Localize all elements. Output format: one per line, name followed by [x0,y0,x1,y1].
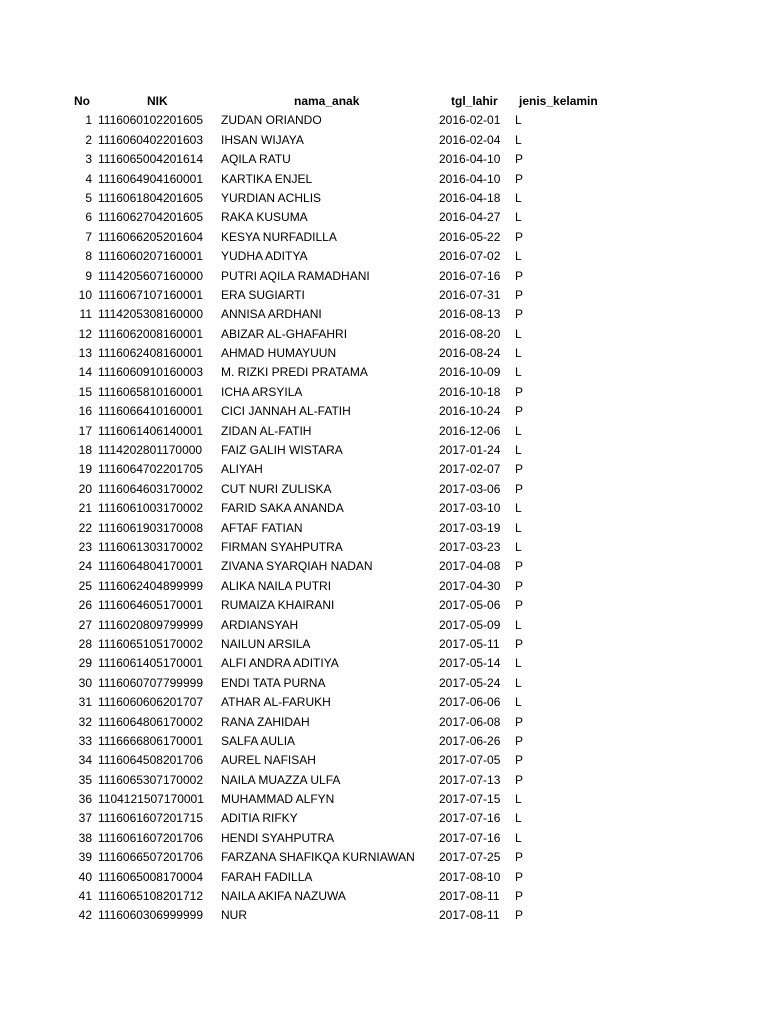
cell-tgl-lahir: 2017-06-26 [439,733,501,748]
cell-nama-anak: RUMAIZA KHAIRANI [221,598,335,613]
cell-nik: 1116064904160001 [98,171,203,186]
table-row [0,674,768,693]
table-row [0,732,768,751]
cell-nama-anak: CUT NURI ZULISKA [221,481,332,496]
cell-nik: 1116064603170002 [98,481,203,496]
table-row [0,170,768,189]
cell-jenis-kelamin: L [515,210,522,225]
table-row [0,111,768,130]
cell-nama-anak: ATHAR AL-FARUKH [221,695,331,710]
cell-tgl-lahir: 2016-12-06 [439,423,501,438]
cell-nik: 1116060102201605 [98,113,203,128]
cell-nama-anak: ANNISA ARDHANI [221,307,322,322]
cell-no: 30 [78,675,92,690]
table-body [0,111,768,925]
cell-jenis-kelamin: L [515,617,522,632]
table-row [0,344,768,363]
cell-no: 22 [78,520,92,535]
cell-tgl-lahir: 2016-07-31 [439,287,501,302]
cell-nik: 1116020809799999 [98,617,203,632]
cell-jenis-kelamin: L [515,249,522,264]
cell-nik: 1116060910160003 [98,365,203,380]
cell-no: 24 [78,559,92,574]
cell-nama-anak: SALFA AULIA [221,733,296,748]
cell-nik: 1116065008170004 [98,869,203,884]
cell-no: 5 [85,190,92,205]
cell-nama-anak: KARTIKA ENJEL [221,171,313,186]
table-row [0,654,768,673]
cell-no: 19 [78,462,92,477]
table-row [0,538,768,557]
cell-tgl-lahir: 2017-01-24 [439,443,501,458]
cell-no: 23 [78,539,92,554]
cell-no: 20 [78,481,92,496]
table-row [0,325,768,344]
cell-nama-anak: ABIZAR AL-GHAFAHRI [221,326,348,341]
cell-tgl-lahir: 2016-05-22 [439,229,501,244]
cell-no: 3 [85,152,92,167]
cell-jenis-kelamin: L [515,190,522,205]
cell-nik: 1114205308160000 [98,307,203,322]
header-nik: NIK [147,94,168,108]
cell-nik: 1116060606201707 [98,695,203,710]
cell-nama-anak: FAIZ GALIH WISTARA [221,443,343,458]
cell-nik: 1116060306999999 [98,908,203,923]
cell-nama-anak: ERA SUGIARTI [221,287,305,302]
cell-tgl-lahir: 2016-02-01 [439,113,501,128]
cell-no: 38 [78,830,92,845]
cell-nama-anak: ZIDAN AL-FATIH [221,423,312,438]
cell-tgl-lahir: 2016-10-18 [439,384,501,399]
cell-jenis-kelamin: P [515,384,524,399]
cell-jenis-kelamin: P [515,307,524,322]
cell-nama-anak: ALFI ANDRA ADITIYA [221,656,339,671]
cell-nama-anak: CICI JANNAH AL-FATIH [221,404,351,419]
table-row [0,150,768,169]
table-row [0,131,768,150]
cell-nama-anak: RAKA KUSUMA [221,210,308,225]
cell-nik: 1116061607201706 [98,830,203,845]
cell-nik: 1114205607160000 [98,268,203,283]
cell-nama-anak: NAILA MUAZZA ULFA [221,772,341,787]
cell-nama-anak: FARID SAKA ANANDA [221,501,344,516]
cell-tgl-lahir: 2016-02-04 [439,132,501,147]
cell-no: 2 [85,132,92,147]
cell-jenis-kelamin: L [515,811,522,826]
cell-tgl-lahir: 2017-04-08 [439,559,501,574]
table-row [0,906,768,925]
cell-nik: 1116062408160001 [98,346,203,361]
cell-tgl-lahir: 2017-06-06 [439,695,501,710]
cell-nik: 1116064508201706 [98,753,203,768]
cell-tgl-lahir: 2016-04-18 [439,190,501,205]
cell-jenis-kelamin: P [515,578,524,593]
cell-tgl-lahir: 2017-07-15 [439,792,501,807]
cell-no: 4 [85,171,92,186]
cell-nik: 1116064702201705 [98,462,203,477]
cell-nama-anak: ZUDAN ORIANDO [221,113,322,128]
cell-jenis-kelamin: L [515,113,522,128]
cell-nik: 1116061607201715 [98,811,203,826]
table-row [0,189,768,208]
cell-nik: 1116062008160001 [98,326,203,341]
cell-no: 15 [78,384,92,399]
table-row [0,616,768,635]
cell-jenis-kelamin: L [515,792,522,807]
cell-no: 7 [85,229,92,244]
cell-nik: 1116061804201605 [98,190,203,205]
cell-jenis-kelamin: L [515,539,522,554]
table-row [0,596,768,615]
table-row [0,635,768,654]
cell-nama-anak: YURDIAN ACHLIS [221,190,322,205]
cell-no: 1 [85,113,92,128]
cell-no: 6 [85,210,92,225]
cell-jenis-kelamin: P [515,598,524,613]
cell-nik: 1116064804170001 [98,559,203,574]
cell-nama-anak: PUTRI AQILA RAMADHANI [221,268,370,283]
cell-nama-anak: NUR [221,908,247,923]
cell-nik: 1116067107160001 [98,287,203,302]
table-row [0,208,768,227]
cell-nama-anak: ENDI TATA PURNA [221,675,326,690]
cell-nama-anak: AHMAD HUMAYUUN [221,346,337,361]
cell-jenis-kelamin: P [515,850,524,865]
cell-jenis-kelamin: P [515,287,524,302]
cell-nama-anak: ALIKA NAILA PUTRI [221,578,332,593]
cell-tgl-lahir: 2017-05-24 [439,675,501,690]
cell-no: 35 [78,772,92,787]
cell-tgl-lahir: 2017-05-11 [439,636,500,651]
cell-nik: 1116060207160001 [98,249,203,264]
cell-tgl-lahir: 2016-07-16 [439,268,501,283]
cell-nik: 1116061406140001 [98,423,203,438]
cell-jenis-kelamin: P [515,559,524,574]
cell-tgl-lahir: 2017-04-30 [439,578,501,593]
cell-tgl-lahir: 2017-02-07 [439,462,501,477]
cell-nik: 1116064605170001 [98,598,203,613]
cell-nama-anak: ADITIA RIFKY [221,811,298,826]
table-row [0,480,768,499]
cell-no: 26 [78,598,92,613]
cell-nama-anak: AUREL NAFISAH [221,753,316,768]
cell-nik: 1116065307170002 [98,772,203,787]
header-jenis-kelamin: jenis_kelamin [519,94,598,108]
cell-nik: 1116061003170002 [98,501,203,516]
cell-nama-anak: NAILA AKIFA NAZUWA [221,889,346,904]
cell-no: 18 [78,443,92,458]
cell-nik: 1114202801170000 [98,443,203,458]
cell-jenis-kelamin: L [515,656,522,671]
cell-no: 12 [78,326,92,341]
cell-nama-anak: ALIYAH [221,462,263,477]
table-header-row [0,92,768,111]
table-row [0,422,768,441]
cell-nama-anak: YUDHA ADITYA [221,249,308,264]
cell-tgl-lahir: 2016-04-10 [439,171,501,186]
cell-nik: 1116062404899999 [98,578,203,593]
cell-jenis-kelamin: P [515,733,524,748]
cell-no: 21 [78,501,92,516]
table-row [0,809,768,828]
table-row [0,751,768,770]
cell-nik: 1116666806170001 [98,733,203,748]
cell-no: 31 [78,695,92,710]
table-row [0,247,768,266]
cell-tgl-lahir: 2017-08-10 [439,869,501,884]
cell-tgl-lahir: 2017-03-06 [439,481,501,496]
table-row [0,713,768,732]
cell-no: 25 [78,578,92,593]
cell-no: 36 [78,792,92,807]
cell-tgl-lahir: 2017-03-23 [439,539,501,554]
data-table [0,92,768,926]
cell-tgl-lahir: 2017-08-11 [439,889,500,904]
cell-jenis-kelamin: P [515,152,524,167]
table-row [0,693,768,712]
cell-no: 10 [78,287,92,302]
cell-tgl-lahir: 2016-07-02 [439,249,501,264]
cell-jenis-kelamin: L [515,365,522,380]
cell-no: 32 [78,714,92,729]
cell-nama-anak: FARAH FADILLA [221,869,313,884]
table-row [0,267,768,286]
cell-nama-anak: M. RIZKI PREDI PRATAMA [221,365,368,380]
cell-tgl-lahir: 2017-03-10 [439,501,501,516]
cell-tgl-lahir: 2017-08-11 [439,908,500,923]
cell-jenis-kelamin: L [515,501,522,516]
cell-jenis-kelamin: P [515,481,524,496]
cell-no: 17 [78,423,92,438]
cell-nik: 1116061903170008 [98,520,203,535]
cell-jenis-kelamin: L [515,326,522,341]
cell-nik: 1116061405170001 [98,656,203,671]
cell-jenis-kelamin: P [515,171,524,186]
cell-no: 39 [78,850,92,865]
cell-nama-anak: ICHA ARSYILA [221,384,303,399]
cell-jenis-kelamin: L [515,346,522,361]
table-row [0,305,768,324]
table-row [0,771,768,790]
table-row [0,441,768,460]
cell-nama-anak: RANA ZAHIDAH [221,714,310,729]
cell-tgl-lahir: 2016-10-24 [439,404,501,419]
header-no: No [74,94,90,108]
cell-no: 27 [78,617,92,632]
cell-no: 13 [78,346,92,361]
cell-tgl-lahir: 2016-04-10 [439,152,501,167]
cell-no: 28 [78,636,92,651]
cell-nik: 1116061303170002 [98,539,203,554]
cell-tgl-lahir: 2017-06-08 [439,714,501,729]
cell-jenis-kelamin: P [515,229,524,244]
cell-no: 8 [85,249,92,264]
cell-nik: 1116066507201706 [98,850,203,865]
cell-jenis-kelamin: P [515,462,524,477]
table-row [0,868,768,887]
cell-nik: 1116065810160001 [98,384,203,399]
cell-jenis-kelamin: P [515,889,524,904]
cell-nama-anak: NAILUN ARSILA [221,636,311,651]
cell-no: 34 [78,753,92,768]
cell-jenis-kelamin: P [515,268,524,283]
cell-nik: 1104121507170001 [98,792,204,807]
cell-nik: 1116065004201614 [98,152,203,167]
cell-no: 41 [78,889,92,904]
cell-jenis-kelamin: P [515,714,524,729]
table-row [0,829,768,848]
table-row [0,887,768,906]
cell-no: 37 [78,811,92,826]
table-row [0,790,768,809]
cell-jenis-kelamin: P [515,753,524,768]
cell-no: 14 [78,365,92,380]
cell-nik: 1116062704201605 [98,210,203,225]
table-row [0,286,768,305]
cell-tgl-lahir: 2017-07-16 [439,830,501,845]
cell-nik: 1116065108201712 [98,889,203,904]
cell-nama-anak: MUHAMMAD ALFYN [221,792,335,807]
cell-nama-anak: HENDI SYAHPUTRA [221,830,335,845]
cell-nama-anak: AQILA RATU [221,152,291,167]
table-row [0,577,768,596]
cell-nama-anak: KESYA NURFADILLA [221,229,337,244]
cell-jenis-kelamin: L [515,675,522,690]
cell-tgl-lahir: 2017-07-05 [439,753,501,768]
cell-tgl-lahir: 2016-08-20 [439,326,501,341]
table-row [0,402,768,421]
cell-no: 9 [85,268,92,283]
cell-tgl-lahir: 2017-07-13 [439,772,501,787]
cell-no: 16 [78,404,92,419]
cell-jenis-kelamin: L [515,830,522,845]
table-row [0,557,768,576]
cell-tgl-lahir: 2017-03-19 [439,520,501,535]
cell-nama-anak: ZIVANA SYARQIAH NADAN [221,559,373,574]
cell-no: 11 [79,307,92,322]
table-row [0,848,768,867]
cell-tgl-lahir: 2017-07-16 [439,811,501,826]
cell-nama-anak: AFTAF FATIAN [221,520,303,535]
cell-nama-anak: FARZANA SHAFIKQA KURNIAWAN [221,850,415,865]
cell-nama-anak: ARDIANSYAH [221,617,299,632]
cell-tgl-lahir: 2017-05-06 [439,598,501,613]
table-row [0,460,768,479]
table-row [0,519,768,538]
cell-jenis-kelamin: L [515,520,522,535]
cell-nik: 1116064806170002 [98,714,203,729]
table-row [0,228,768,247]
table-row [0,363,768,382]
header-nama-anak: nama_anak [294,94,360,108]
cell-jenis-kelamin: P [515,908,524,923]
cell-nama-anak: IHSAN WIJAYA [221,132,304,147]
cell-nik: 1116060402201603 [98,132,203,147]
cell-tgl-lahir: 2016-08-13 [439,307,501,322]
cell-no: 29 [78,656,92,671]
cell-no: 42 [78,908,92,923]
cell-tgl-lahir: 2017-05-09 [439,617,501,632]
cell-jenis-kelamin: P [515,636,524,651]
cell-jenis-kelamin: L [515,423,522,438]
cell-tgl-lahir: 2016-10-09 [439,365,501,380]
cell-nama-anak: FIRMAN SYAHPUTRA [221,539,343,554]
cell-nik: 1116065105170002 [98,636,203,651]
cell-jenis-kelamin: P [515,772,524,787]
cell-tgl-lahir: 2017-07-25 [439,850,501,865]
cell-no: 40 [78,869,92,884]
cell-tgl-lahir: 2016-08-24 [439,346,501,361]
cell-tgl-lahir: 2016-04-27 [439,210,501,225]
cell-tgl-lahir: 2017-05-14 [439,656,501,671]
cell-nik: 1116066205201604 [98,229,203,244]
cell-no: 33 [78,733,92,748]
header-tgl-lahir: tgl_lahir [451,94,498,108]
cell-jenis-kelamin: L [515,695,522,710]
cell-jenis-kelamin: P [515,404,524,419]
cell-nik: 1116060707799999 [98,675,203,690]
table-row [0,383,768,402]
cell-jenis-kelamin: L [515,132,522,147]
cell-jenis-kelamin: L [515,443,522,458]
cell-nik: 1116066410160001 [98,404,203,419]
table-row [0,499,768,518]
cell-jenis-kelamin: P [515,869,524,884]
